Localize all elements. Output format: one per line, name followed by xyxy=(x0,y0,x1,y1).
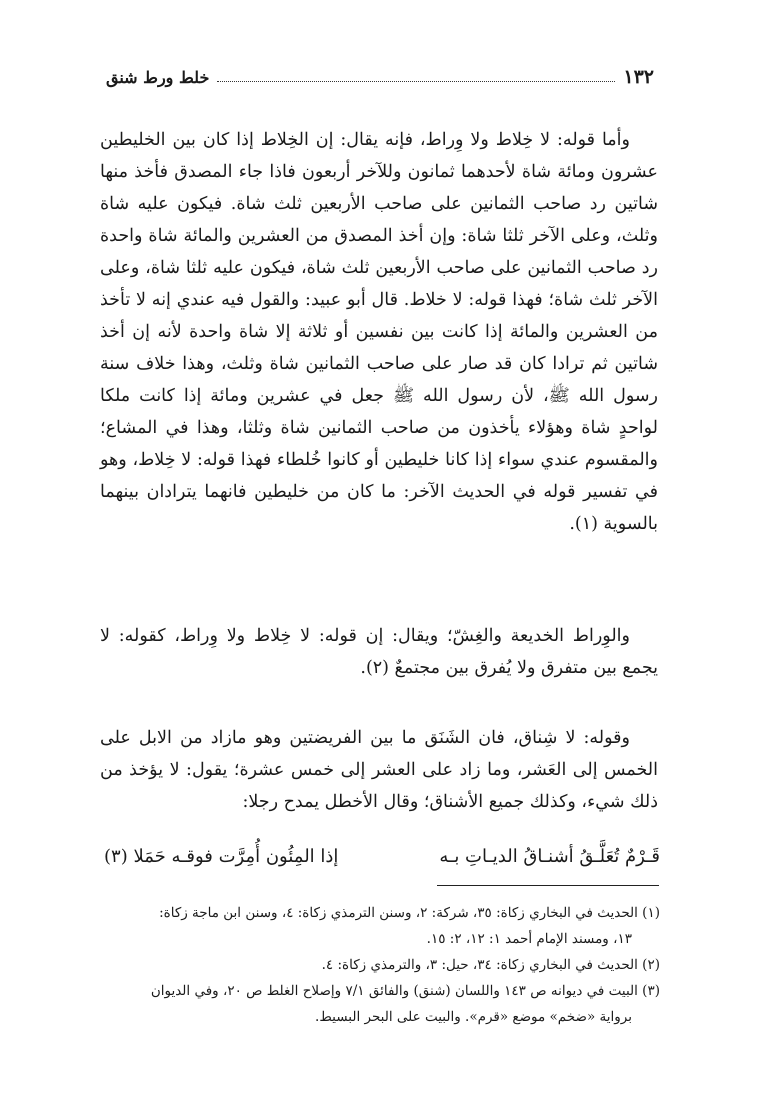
paragraph-1 xyxy=(100,124,658,540)
footnote-3-continuation: برواية «ضخم» موضع «قرم». والبيت على البحر البسيط. xyxy=(315,1009,632,1025)
poem-first-hemistich: قَـرْمٌ تُعَلَّـقُ أشنـاقُ الديـاتِ بـه xyxy=(439,846,660,867)
poem-second-hemistich: إذا المِئُون أُمِرَّت فوقـه حَمَلا (٣) xyxy=(104,846,339,867)
paragraph-3 xyxy=(100,722,658,818)
footnote-3: (٣) البيت في ديوانه ص ١٤٣ واللسان (شنق) والفائق ٧/١ وإصلاح الغلط ص ٢٠، وفي الديوان xyxy=(150,983,660,999)
page-header xyxy=(106,64,654,90)
footnote-2: (٢) الحديث في البخاري زكاة: ٣٤، حيل: ٣، والترمذي زكاة: ٤. xyxy=(321,957,660,973)
paragraph-3-text: وقوله: لا شِناق، فان الشَنَق ما بين الفريضتين وهو مازاد من الابل على الخمس إلى العَشر، وما زاد على العشر إلى خمس عشرة؛ يقول: لا يؤخذ من ذلك شيء، وكذلك جميع الأشناق؛ وقال الأخطل يمدح رجلا: xyxy=(100,728,658,812)
header-leader-dots xyxy=(217,81,615,82)
paragraph-1-text: وأما قوله: لا خِلاط ولا وِراط، فإنه يقال: إن الخِلاط إذا كان بين الخليطين عشرون ومائة شاة لأحدهما ثمانون وللآخر أربعون فاذا جاء المصدق فأخذ منها شاتين رد صاحب الثمانين على صاحب الأربعين ثلث شاة. فيكون عليه شاة وثلث، وعلى الآخر ثلثا شاة: وإن أخذ المصدق من العشرين والمائة شاة واحدة رد صاحب الثمانين على صاحب الأربعين ثلث شاة، فيكون عليه ثلثا شاة، وعلى الآخر ثلث شاة؛ فهذا قوله: لا خلاط. قال أبو عبيد: والقول فيه عندي إنه لا تأخذ من العشرين والمائة إذا كانت بين نفسين أو ثلاثة إلا شاة واحدة لأنه إن أخذ شاتين ثم ترادا كان قد صار على صاحب الثمانين شاة وثلث، وهذا خلاف سنة رسول الله ﷺ، لأن رسول الله ﷺ جعل في عشرين ومائة إذا كانت ملكا لواحدٍ شاة وهؤلاء يأخذون من صاحب الثمانين شاة وثلثا، وهذا في المشاع؛ والمقسوم عندي سواء إذا كانا خليطين أو كانوا خُلطاء فهذا قوله: لا خِلاط، وهو في تفسير قوله في الحديث الآخر: ما كان من خليطين فانهما يترادان بينهما بالسوية (١). xyxy=(100,130,658,534)
page-number: ١٣٢ xyxy=(623,66,654,88)
paragraph-2-text: والوِراط الخديعة والغِشّ؛ ويقال: إن قوله: لا خِلاط ولا وِراط، كقوله: لا يجمع بين متفرق ولا يُفرق بين مجتمعٌ (٢). xyxy=(100,626,658,678)
running-title: خلط ورط شنق xyxy=(106,67,210,87)
footnote-1: (١) الحديث في البخاري زكاة: ٣٥، شركة: ٢، وسنن الترمذي زكاة: ٤، وسنن ابن ماجة زكاة: xyxy=(159,905,660,921)
paragraph-2 xyxy=(100,620,658,684)
footnote-1-continuation: ١٣، ومسند الإمام أحمد ١: ١٢، ٢: ١٥. xyxy=(426,931,632,947)
footnotes xyxy=(100,900,660,1030)
poem-verse xyxy=(104,842,660,872)
footnote-separator xyxy=(437,885,659,886)
